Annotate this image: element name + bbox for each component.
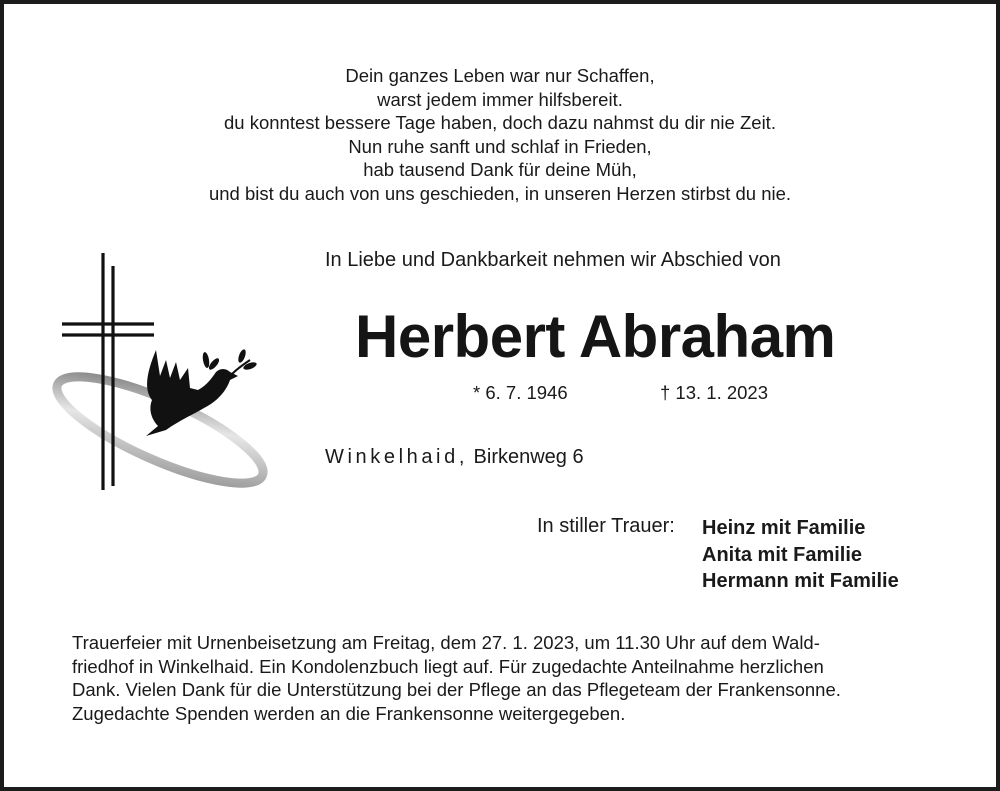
mourner: Heinz mit Familie [702, 517, 866, 539]
mourners-list [702, 515, 899, 595]
poem-line: du konntest bessere Tage haben, doch dazu nahmst du dir nie Zeit. [224, 112, 776, 133]
poem-line: Dein ganzes Leben war nur Schaffen, [345, 65, 655, 86]
notice-line: friedhof in Winkelhaid. Ein Kondolenzbuch liegt auf. Für zugedachte Anteilnahme herzlichen [72, 655, 824, 677]
mourning-label: In stiller Trauer: [537, 515, 675, 537]
death-date: † 13. 1. 2023 [660, 382, 769, 403]
funeral-notice [72, 631, 928, 726]
poem-line: warst jedem immer hilfsbereit. [377, 88, 623, 110]
address-town: Winkelhaid, [325, 446, 468, 468]
address [325, 446, 584, 469]
address-street: Birkenweg 6 [473, 446, 584, 468]
poem-line: Nun ruhe sanft und schlaf in Frieden, [348, 135, 652, 157]
intro-text: In Liebe und Dankbarkeit nehmen wir Abschied von [325, 249, 781, 271]
birth-date: * 6. 7. 1946 [473, 382, 568, 403]
notice-line: Zugedachte Spenden werden an die Frankensonne weitergegeben. [72, 703, 626, 725]
mourner: Anita mit Familie [702, 543, 863, 566]
notice-line: Dank. Vielen Dank für die Unterstützung bei der Pflege an das Pflegeteam der Frankensonne. [72, 679, 841, 701]
poem [0, 64, 1000, 205]
notice-line: Trauerfeier mit Urnenbeisetzung am Freitag, dem 27. 1. 2023, um 11.30 Uhr auf dem Wald- [72, 632, 820, 653]
cross-dove-ring-icon [48, 250, 288, 500]
dove-icon [146, 348, 258, 436]
poem-line: hab tausend Dank für deine Müh, [363, 159, 637, 180]
mourner: Hermann mit Familie [702, 570, 899, 592]
deceased-name: Herbert Abraham [355, 303, 836, 370]
poem-line: und bist du auch von uns geschieden, in unseren Herzen stirbst du nie. [208, 182, 792, 204]
